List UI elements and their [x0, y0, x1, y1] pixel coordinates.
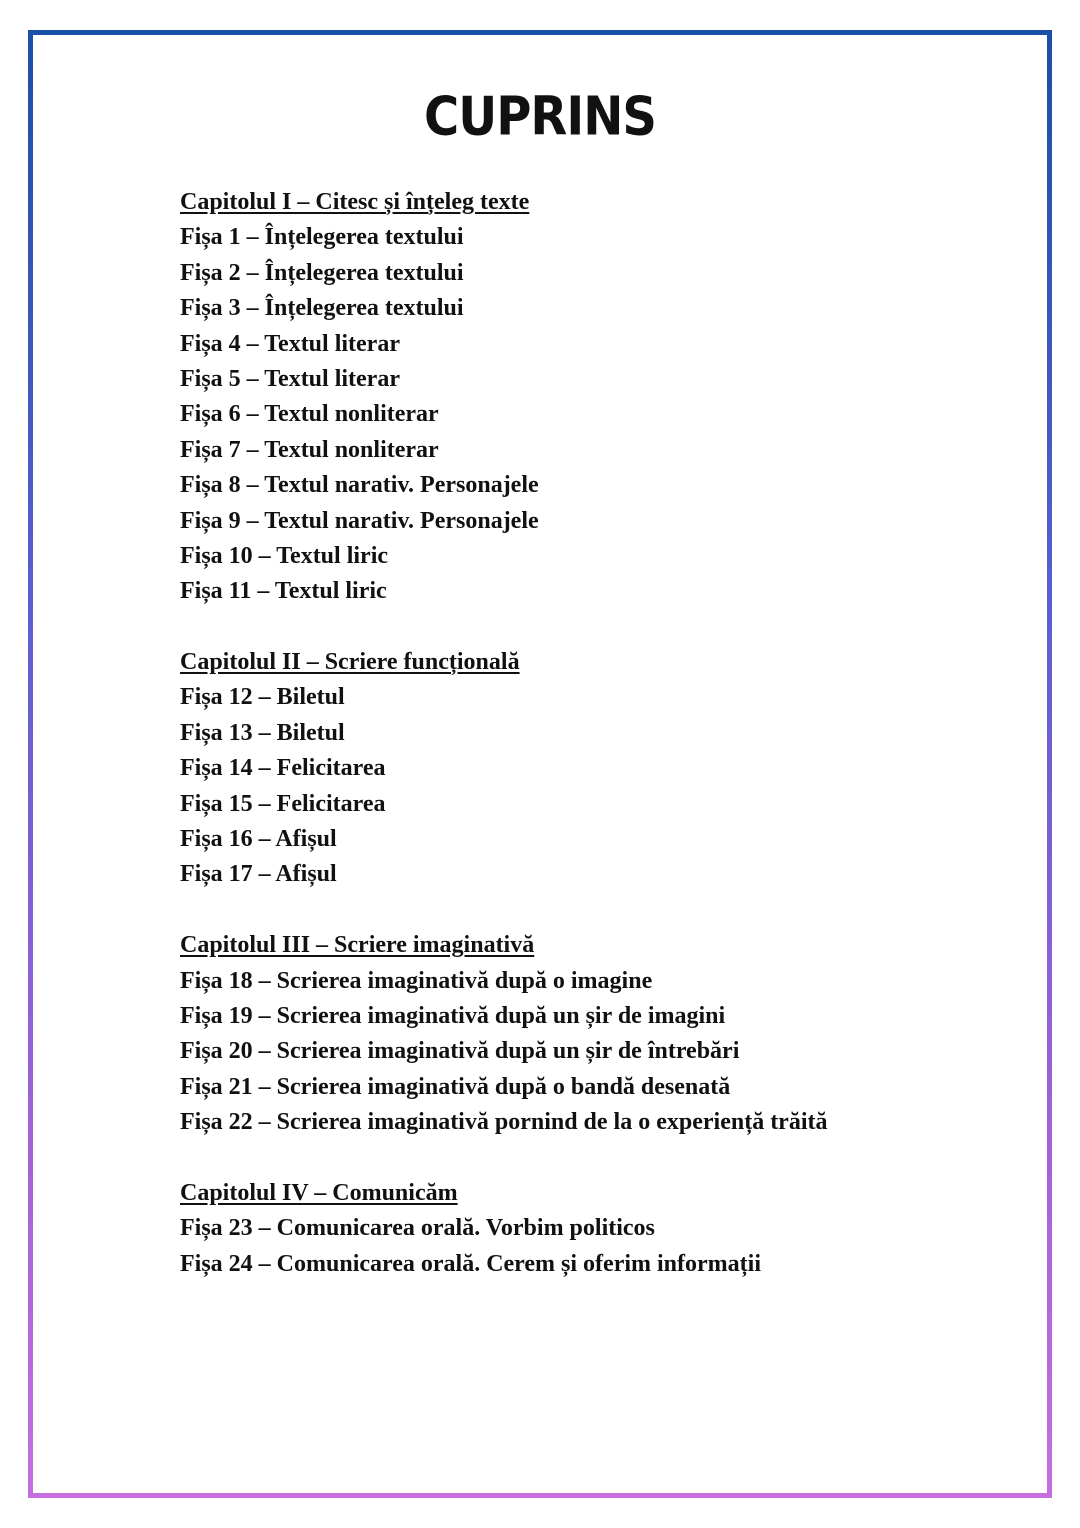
toc-entry: Fișa 13 – Biletul [180, 719, 345, 746]
toc-entry: Fișa 9 – Textul narativ. Personajele [180, 507, 539, 534]
toc-entry: Fișa 5 – Textul literar [180, 365, 400, 392]
toc-entry: Fișa 7 – Textul nonliterar [180, 436, 439, 463]
toc-entry: Fișa 6 – Textul nonliterar [180, 401, 439, 428]
toc-entry: Fișa 11 – Textul liric [180, 578, 387, 605]
toc-entry: Fișa 23 – Comunicarea orală. Vorbim politicos [180, 1215, 655, 1242]
toc-entry: Fișa 10 – Textul liric [180, 542, 389, 569]
section-spacer [180, 610, 960, 645]
toc-entry: Fișa 3 – Înțelegerea textului [180, 295, 464, 322]
toc-entry: Fișa 14 – Felicitarea [180, 755, 386, 782]
table-of-contents [180, 185, 960, 1282]
chapter-heading: Capitolul IV – Comunicăm [180, 1179, 458, 1206]
chapter-heading: Capitolul I – Citesc și înțeleg texte [180, 189, 530, 215]
toc-entry: Fișa 12 – Biletul [180, 684, 345, 711]
page [33, 35, 1047, 1493]
section-spacer [180, 893, 960, 928]
toc-entry: Fișa 18 – Scrierea imaginativă după o imagine [180, 967, 653, 994]
toc-entry: Fișa 15 – Felicitarea [180, 790, 386, 817]
toc-entry: Fișa 24 – Comunicarea orală. Cerem și oferim informații [180, 1250, 761, 1277]
toc-entry: Fișa 21 – Scrierea imaginativă după o bandă desenată [180, 1073, 731, 1100]
chapter-heading: Capitolul II – Scriere funcțională [180, 649, 520, 676]
toc-entry: Fișa 2 – Înțelegerea textului [180, 259, 464, 286]
section-spacer [180, 1141, 960, 1176]
page-border [28, 30, 1052, 1498]
toc-entry: Fișa 1 – Înțelegerea textului [180, 224, 464, 251]
page-title: CUPRINS [424, 85, 656, 148]
toc-entry: Fișa 8 – Textul narativ. Personajele [180, 472, 539, 499]
toc-entry: Fișa 22 – Scrierea imaginativă pornind de la o experiență trăită [180, 1109, 828, 1136]
toc-entry: Fișa 20 – Scrierea imaginativă după un șir de întrebări [180, 1038, 740, 1065]
toc-entry: Fișa 19 – Scrierea imaginativă după un șir de imagini [180, 1002, 726, 1029]
toc-entry: Fișa 4 – Textul literar [180, 330, 400, 357]
chapter-heading: Capitolul III – Scriere imaginativă [180, 932, 535, 959]
toc-entry: Fișa 17 – Afișul [180, 861, 337, 888]
toc-entry: Fișa 16 – Afișul [180, 826, 337, 853]
